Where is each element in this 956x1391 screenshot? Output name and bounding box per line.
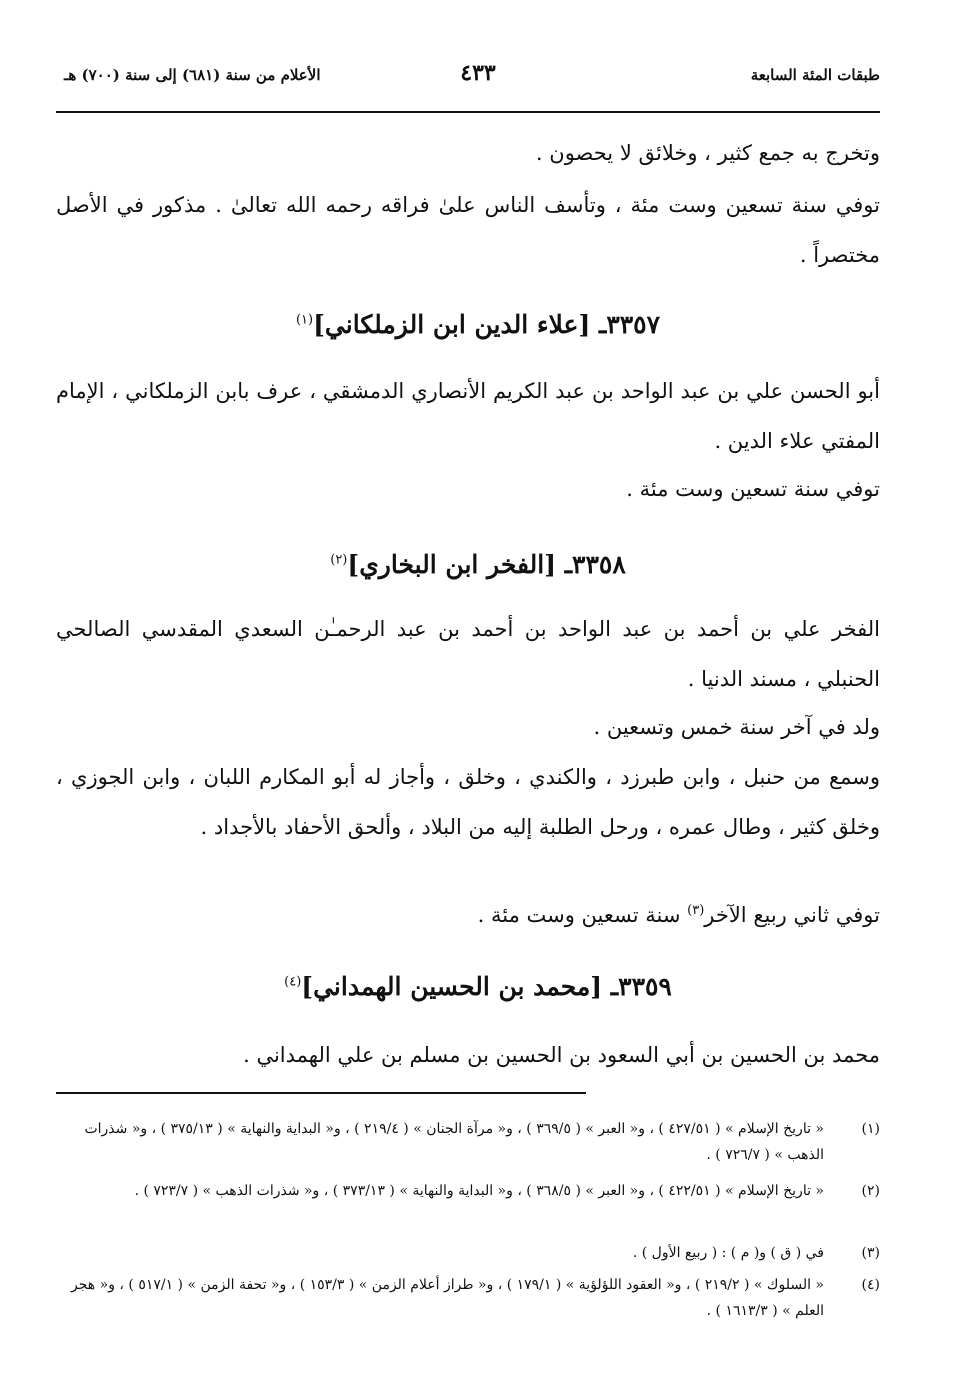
paragraph-text: توفي ثاني ربيع الآخر [704, 903, 880, 927]
footnote-number: (٤) [861, 1277, 880, 1293]
running-header-chapter: طبقات المئة السابعة [750, 66, 880, 84]
footnote [56, 1116, 880, 1168]
heading-text: ٣٣٥٧ـ [علاء الدين ابن الزملكاني] [313, 310, 661, 339]
paragraph: وسمع من حنبل ، وابن طبرزد ، والكندي ، وخلق ، وأجاز له أبو المكارم اللبان ، وابن الجوزي ، وخلق كثير ، وطال عمره ، ورحل الطلبة إليه من البلاد ، وألحق الأحفاد بالأجداد . [56, 765, 880, 839]
paragraph: توفي سنة تسعين وست مئة . [626, 477, 880, 501]
paragraph: ولد في آخر سنة خمس وتسعين . [593, 715, 880, 739]
footnote-ref: (٣) [687, 903, 705, 918]
running-header-range: الأعلام من سنة (٦٨١) إلى سنة (٧٠٠) هـ [64, 66, 321, 84]
footnote-text: « السلوك » ( ٢١٩/٢ ) ، و« العقود اللؤلؤية » ( ١٧٩/١ ) ، و« طراز أعلام الزمن » ( ١٥٣/٣ ) ، و« تحفة الزمن » ( ٥١٧/١ ) ، و« هجر العلم » ( ١٦١٣/٣ ) . [71, 1277, 824, 1319]
footnote-ref: (٤) [284, 974, 302, 990]
footnote-text: « تاريخ الإسلام » ( ٤٢٧/٥١ ) ، و« العبر » ( ٣٦٩/٥ ) ، و« مرآة الجنان » ( ٢١٩/٤ ) ، و« البداية والنهاية » ( ٣٧٥/١٣ ) ، و« شذرات الذهب » ( ٧٢٦/٧ ) . [84, 1121, 824, 1163]
footnote-divider [56, 1092, 586, 1094]
footnote-ref: (١) [295, 312, 314, 328]
footnote-text: « تاريخ الإسلام » ( ٤٢٢/٥١ ) ، و« العبر » ( ٣٦٨/٥ ) ، و« البداية والنهاية » ( ٣٧٣/١٣ ) ، و« شذرات الذهب » ( ٧٢٣/٧ ) . [134, 1183, 824, 1199]
paragraph: وتخرج به جمع كثير ، وخلائق لا يحصون . [535, 141, 880, 165]
footnote-number: (٢) [861, 1183, 880, 1199]
paragraph-text: سنة تسعين وست مئة . [477, 903, 688, 927]
footnote [56, 1178, 880, 1204]
paragraph: أبو الحسن علي بن عبد الواحد بن عبد الكريم الأنصاري الدمشقي ، عرف بابن الزملكاني ، الإمام المفتي علاء الدين . [56, 379, 880, 453]
paragraph: محمد بن الحسين بن أبي السعود بن الحسين بن مسلم بن علي الهمداني . [243, 1043, 880, 1067]
footnote-text: في ( ق ) و( م ) : ( ربيع الأول ) . [632, 1245, 824, 1261]
heading-text: ٣٣٥٩ـ [محمد بن الحسين الهمداني] [301, 972, 672, 1001]
paragraph: الفخر علي بن أحمد بن عبد الواحد بن أحمد بن عبد الرحمـٰن السعدي المقدسي الصالحي الحنبلي ، مسند الدنيا . [56, 617, 880, 691]
heading-text: ٣٣٥٨ـ [الفخر ابن البخاري] [347, 550, 626, 579]
paragraph: توفي سنة تسعين وست مئة ، وتأسف الناس علىٰ فراقه رحمه الله تعالىٰ . مذكور في الأصل مختصراً . [56, 193, 880, 267]
footnote [56, 1272, 880, 1324]
entry-heading-3359 [0, 972, 956, 1001]
header-divider [56, 111, 880, 113]
footnote-number: (٣) [861, 1245, 880, 1261]
footnote [56, 1240, 880, 1266]
entry-heading-3358 [0, 550, 956, 579]
page-number: ٤٣٣ [460, 60, 496, 86]
entry-heading-3357 [0, 310, 956, 339]
footnote-ref: (٢) [330, 552, 348, 568]
paragraph [56, 890, 880, 940]
footnote-number: (١) [861, 1121, 880, 1137]
